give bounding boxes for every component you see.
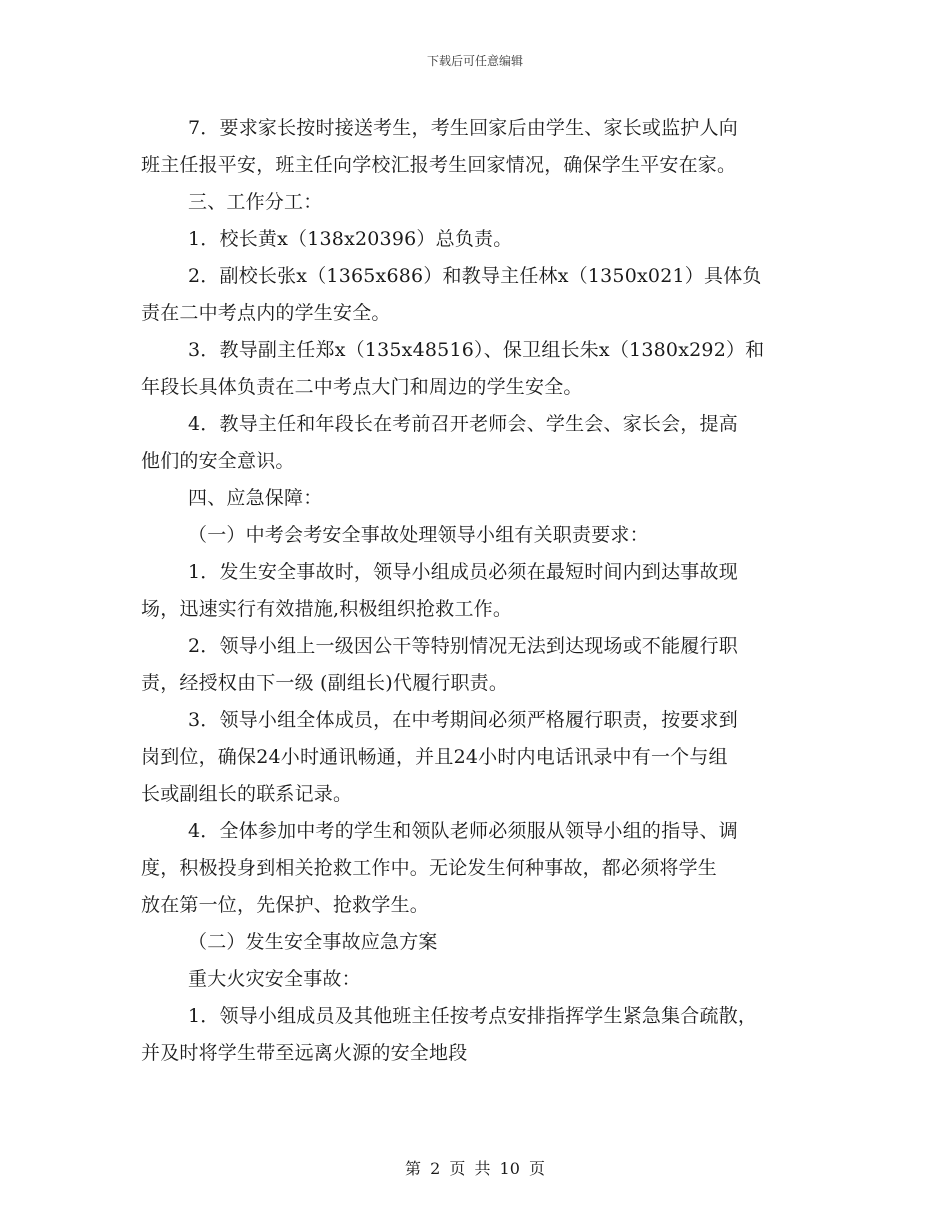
text-line: 1．领导小组成员及其他班主任按考点安排指挥学生紧急集合疏散， xyxy=(188,1005,758,1027)
text-line: 7．要求家长按时接送考生，考生回家后由学生、家长或监护人向 xyxy=(188,117,738,139)
text-line: 3．领导小组全体成员，在中考期间必须严格履行职责，按要求到 xyxy=(188,709,738,731)
text-line: 班主任报平安，班主任向学校汇报考生回家情况，确保学生平安在家。 xyxy=(141,154,737,176)
text-line: 责，经授权由下一级 (副组长)代履行职责。 xyxy=(141,672,509,694)
text-line: 放在第一位，先保护、抢救学生。 xyxy=(141,894,430,916)
text-line: 岗到位，确保24小时通讯畅通，并且24小时内电话讯录中有一个与组 xyxy=(141,746,728,768)
text-line: 1．发生安全事故时，领导小组成员必须在最短时间内到达事故现 xyxy=(188,561,738,583)
text-line: 3．教导副主任郑x（135x48516）、保卫组长朱x（1380x292）和 xyxy=(188,339,765,361)
text-line: 四、应急保障： xyxy=(188,487,323,509)
text-line: 4．全体参加中考的学生和领队老师必须服从领导小组的指导、调 xyxy=(188,820,738,842)
text-line: （一）中考会考安全事故处理领导小组有关职责要求： xyxy=(188,524,649,546)
text-line: 年段长具体负责在二中考点大门和周边的学生安全。 xyxy=(141,376,583,398)
text-line: 2．领导小组上一级因公干等特别情况无法到达现场或不能履行职 xyxy=(188,635,738,657)
text-line: 场，迅速实行有效措施,积极组织抢救工作。 xyxy=(141,598,513,620)
page-header: 下载后可任意编辑 xyxy=(426,54,523,68)
text-line: 并及时将学生带至远离火源的安全地段 xyxy=(141,1042,468,1064)
text-line: 他们的安全意识。 xyxy=(141,450,295,472)
text-line: 1．校长黄x（138x20396）总负责。 xyxy=(188,228,513,250)
text-line: 责在二中考点内的学生安全。 xyxy=(141,302,391,324)
text-line: 度，积极投身到相关抢救工作中。无论发生何种事故，都必须将学生 xyxy=(141,857,718,879)
document-body xyxy=(141,110,821,1072)
text-line: 长或副组长的联系记录。 xyxy=(141,783,353,805)
text-line: 三、工作分工： xyxy=(188,191,323,213)
text-line: （二）发生安全事故应急方案 xyxy=(188,931,438,953)
page-number-footer: 第 2 页 共 10 页 xyxy=(405,1159,545,1178)
text-line: 重大火灾安全事故： xyxy=(188,968,361,990)
text-line: 2．副校长张x（1365x686）和教导主任林x（1350x021）具体负 xyxy=(188,265,762,287)
text-line: 4．教导主任和年段长在考前召开老师会、学生会、家长会，提高 xyxy=(188,413,738,435)
